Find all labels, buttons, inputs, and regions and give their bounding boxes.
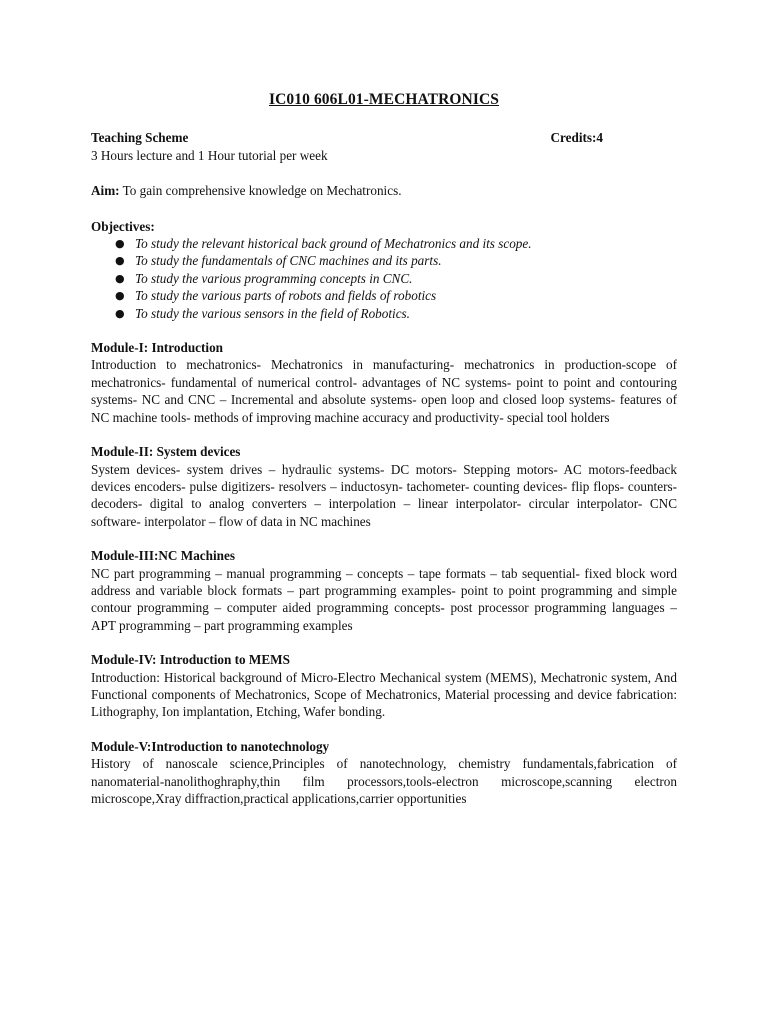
objective-text: To study the various sensors in the field of Robotics. xyxy=(135,305,410,321)
bullet-icon: ● xyxy=(115,306,125,320)
bullet-icon: ● xyxy=(115,271,125,285)
credits-label: Credits:4 xyxy=(550,130,603,146)
module-text: Introduction to mechatronics- Mechatronics in manufacturing- mechatronics in production-scope of mechatronics- fundamental of numerical control- advantages of NC systems- point to point and contouring systems- NC and CNC – Incremental and absolute systems- open loop and closed loop systems- features of NC machine tools- methods of improving machine accuracy and productivity- special tool holders xyxy=(91,357,677,425)
module-section xyxy=(91,443,677,530)
objective-item xyxy=(115,235,677,252)
module-text: System devices- system drives – hydraulic systems- DC motors- Stepping motors- AC motors-feedback devices encoders- pulse digitizers- resolvers – inductosyn- tachometer- counting devices- flip flops- counters- decoders- digital to analog converters – interpolation – linear interpolator- circular interpolator- CNC software- interpolator – flow of data in NC machines xyxy=(91,461,677,529)
bullet-icon: ● xyxy=(115,254,125,268)
bullet-icon: ● xyxy=(115,289,125,303)
module-text: Introduction: Historical background of Micro-Electro Mechanical system (MEMS), Mechatronic system, And Functional components of Mechatronics, Scope of Mechatronics, Material processing and device fabrication: Lithography, Ion implantation, Etching, Wafer bonding. xyxy=(91,669,677,720)
module-heading: Module-V:Introduction to nanotechnology xyxy=(91,738,330,754)
objective-text: To study the various programming concepts in CNC. xyxy=(135,270,413,286)
objective-text: To study the fundamentals of CNC machines and its parts. xyxy=(135,253,442,269)
module-heading: Module-I: Introduction xyxy=(91,340,224,356)
module-text: NC part programming – manual programming – concepts – tape formats – tab sequential- fixed block word address and variable block formats – part programming examples- point to point programming and simple contour programming – computer aided programming concepts- post processor programming languages – APT programming – part programming examples xyxy=(91,565,677,633)
objectives-heading: Objectives: xyxy=(91,218,155,234)
objective-item xyxy=(115,270,677,287)
aim-label: Aim: xyxy=(91,183,120,199)
module-text: History of nanoscale science,Principles of nanotechnology, chemistry fundamentals,fabrication of nanomaterial-nanolithoghraphy,thin film processors,tools-electron microscope,scanning electron microscope,Xray diffraction,practical applications,carrier opportunities xyxy=(91,756,677,806)
bullet-icon: ● xyxy=(115,237,125,251)
teaching-scheme-label: Teaching Scheme xyxy=(91,130,189,146)
module-section xyxy=(91,547,677,634)
objective-text: To study the various parts of robots and fields of robotics xyxy=(135,288,437,304)
course-title: IC010 606L01-MECHATRONICS xyxy=(269,91,499,108)
module-section xyxy=(91,738,677,808)
module-heading: Module-III:NC Machines xyxy=(91,548,235,564)
aim-text: To gain comprehensive knowledge on Mechatronics. xyxy=(119,183,402,199)
aim-line xyxy=(91,182,677,199)
module-section xyxy=(91,651,677,721)
hours-text: 3 Hours lecture and 1 Hour tutorial per week xyxy=(91,147,328,163)
module-heading: Module-IV: Introduction to MEMS xyxy=(91,652,290,668)
objective-item xyxy=(115,287,677,304)
objectives-list xyxy=(91,235,677,322)
objective-item xyxy=(115,305,677,322)
teaching-scheme-row xyxy=(91,129,677,146)
module-section xyxy=(91,339,677,426)
objective-item xyxy=(115,252,677,269)
module-heading: Module-II: System devices xyxy=(91,444,241,460)
objective-text: To study the relevant historical back ground of Mechatronics and its scope. xyxy=(135,236,532,252)
